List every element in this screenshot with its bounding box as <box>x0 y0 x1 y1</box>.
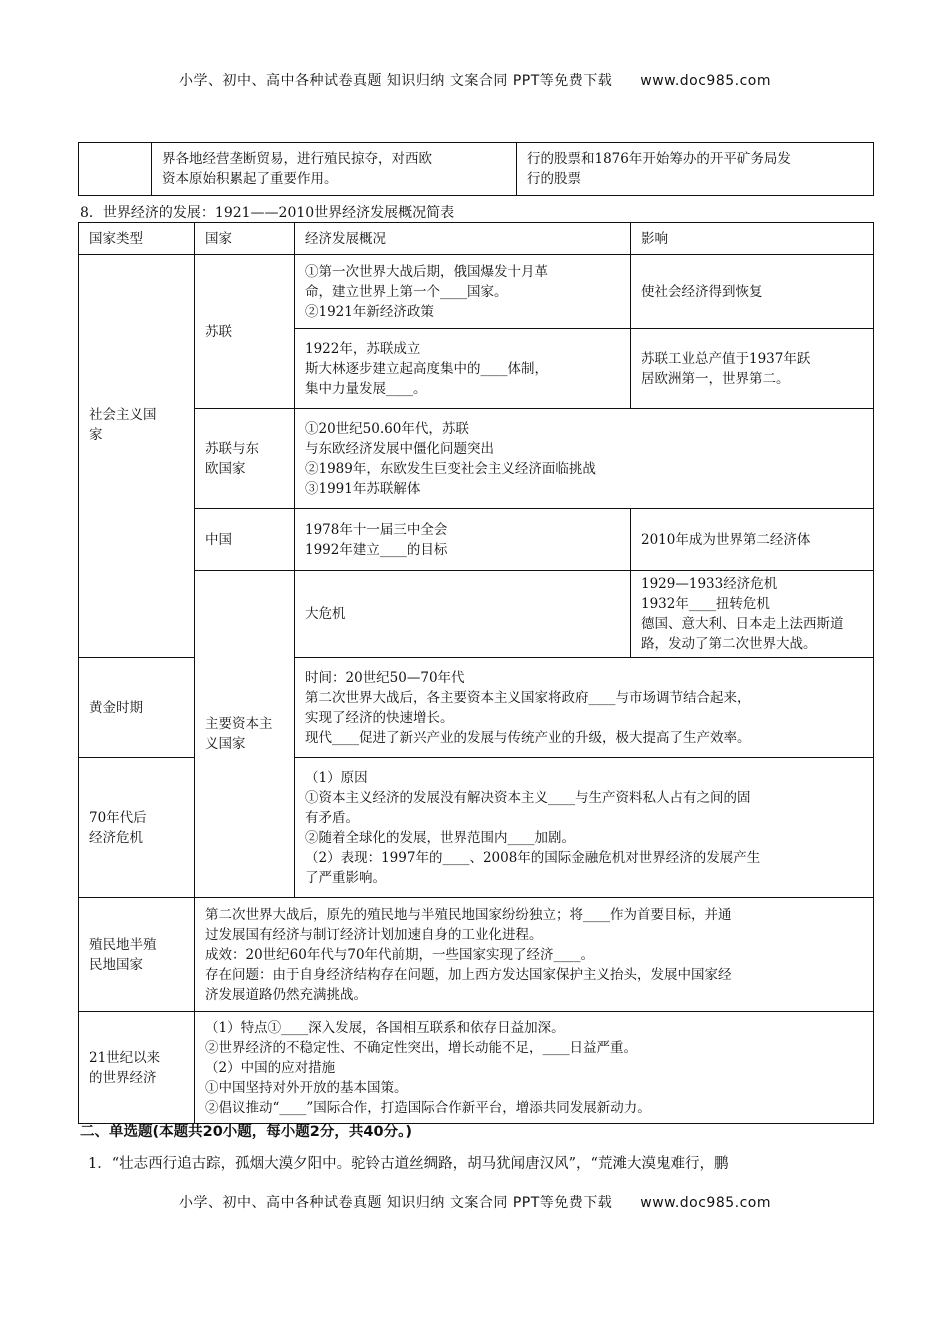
period-golden: 黄金时期 <box>79 658 195 758</box>
type-capitalist: 主要资本主 义国家 <box>195 571 295 898</box>
footer-site-link[interactable]: www.doc985.com <box>640 1195 772 1211</box>
page-footer <box>0 1192 950 1212</box>
type-socialist: 社会主义国 家 <box>79 255 195 658</box>
country-china: 中国 <box>195 509 295 571</box>
overview-cell: 1929—1933经济危机 1932年____扭转危机 德国、意大利、日本走上法西斯道路，发动了第二次世界大战。 <box>631 571 874 658</box>
continued-right-cell: 行的股票和1876年开始筹办的开平矿务局发 行的股票 <box>517 143 874 196</box>
page-header <box>0 70 950 90</box>
effect-cell: 2010年成为世界第二经济体 <box>631 509 874 571</box>
table-header-row <box>79 223 874 255</box>
overview-cell: 第二次世界大战后，原先的殖民地与半殖民地国家纷纷独立；将____作为首要目标，并通 过发展国有经济与制订经济计划加速自身的工业化进程。 成效：20世纪60年代与70年代前期，一些国家实现了经济____。 存在问题：由于自身经济结构存在问题，加上西方发达国家保护主义抬头，发展中国家经 济发展道路仍然充满挑战。 <box>195 898 874 1012</box>
table-row <box>79 1012 874 1124</box>
continued-mid-cell: 界各地经营垄断贸易，进行殖民掠夺，对西欧 资本原始积累起了重要作用。 <box>152 143 517 196</box>
table-row <box>79 509 874 571</box>
header-cell: 国家类型 <box>79 223 195 255</box>
effect-cell: 使社会经济得到恢复 <box>631 255 874 329</box>
header-cell: 经济发展概况 <box>295 223 631 255</box>
effect-cell: 苏联工业总产值于1937年跃 居欧洲第一，世界第二。 <box>631 329 874 409</box>
country-eastern-europe: 苏联与东 欧国家 <box>195 409 295 509</box>
period-seventies: 70年代后 经济危机 <box>79 758 195 898</box>
overview-cell: 1978年十一届三中全会 1992年建立____的目标 <box>295 509 631 571</box>
overview-cell: （1）原因 ①资本主义经济的发展没有解决资本主义____与生产资料私人占有之间的固 有矛盾。 ②随着全球化的发展，世界范围内____加剧。 （2）表现：1997年的____、2008年的国际金融危机对世界经济的发展产生 了严重影响。 <box>295 758 874 898</box>
country-ussr: 苏联 <box>195 255 295 409</box>
table-caption: 8．世界经济的发展：1921——2010世界经济发展概况简表 <box>80 205 455 221</box>
table-row <box>79 255 874 329</box>
period-crisis: 大危机 <box>295 571 631 658</box>
table-row <box>79 571 874 658</box>
table-row <box>79 409 874 509</box>
continued-empty-cell <box>79 143 152 196</box>
type-21st-century: 21世纪以来 的世界经济 <box>79 1012 195 1124</box>
section-heading: 二、单选题(本题共20小题，每小题2分，共40分。) <box>80 1124 412 1140</box>
overview-cell: （1）特点①____深入发展，各国相互联系和依存日益加深。 ②世界经济的不稳定性、不确定性突出，增长动能不足，____日益严重。 （2）中国的应对措施 ①中国坚持对外开放的基本国策。 ②倡议推动“____”国际合作，打造国际合作新平台，增添共同发展新动力。 <box>195 1012 874 1124</box>
header-cell: 国家 <box>195 223 295 255</box>
type-colonial: 殖民地半殖 民地国家 <box>79 898 195 1012</box>
header-cell: 影响 <box>631 223 874 255</box>
table-row <box>79 898 874 1012</box>
header-site-link[interactable]: www.doc985.com <box>640 73 772 89</box>
overview-cell: 时间：20世纪50—70年代 第二次世界大战后，各主要资本主义国家将政府____与市场调节结合起来， 实现了经济的快速增长。 现代____促进了新兴产业的发展与传统产业的升级，极大提高了生产效率。 <box>295 658 874 758</box>
overview-cell: 1922年，苏联成立 斯大林逐步建立起高度集中的____体制， 集中力量发展____。 <box>295 329 631 409</box>
overview-cell: ①第一次世界大战后期，俄国爆发十月革 命，建立世界上第一个____国家。 ②1921年新经济政策 <box>295 255 631 329</box>
question-1-text: 1．“壮志西行追古踪，孤烟大漠夕阳中。驼铃古道丝绸路，胡马犹闻唐汉风”，“荒滩大漠鬼难行，鹏 <box>88 1156 729 1172</box>
footer-text: 小学、初中、高中各种试卷真题 知识归纳 文案合同 PPT等免费下载 <box>178 1195 613 1211</box>
overview-cell: ①20世纪50.60年代，苏联 与东欧经济发展中僵化问题突出 ②1989年，东欧发生巨变社会主义经济面临挑战 ③1991年苏联解体 <box>295 409 874 509</box>
continued-table <box>78 142 874 196</box>
header-text: 小学、初中、高中各种试卷真题 知识归纳 文案合同 PPT等免费下载 <box>178 73 613 89</box>
economy-table <box>78 222 874 1124</box>
